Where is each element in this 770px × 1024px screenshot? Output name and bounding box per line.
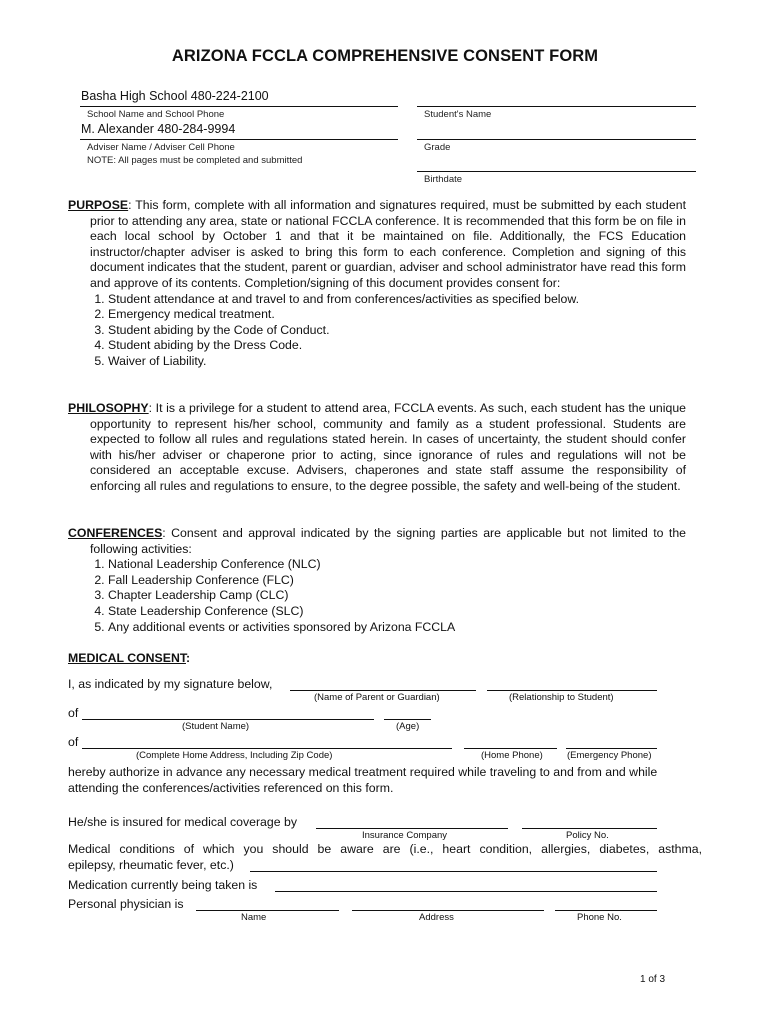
- conferences-section: [68, 526, 686, 635]
- school-name-value[interactable]: Basha High School 480-224-2100: [81, 89, 269, 103]
- relationship-caption: (Relationship to Student): [509, 692, 614, 703]
- adviser-caption: Adviser Name / Adviser Cell Phone: [87, 142, 235, 153]
- list-item: 3. Student abiding by the Code of Conduct.: [108, 323, 686, 339]
- philosophy-section: [68, 401, 686, 495]
- physician-address-caption: Address: [419, 912, 454, 923]
- list-item: 4. State Leadership Conference (SLC): [108, 604, 686, 620]
- student-name-field-line[interactable]: [82, 719, 374, 720]
- purpose-heading: PURPOSE: [68, 198, 129, 212]
- insurance-company-line[interactable]: [316, 828, 508, 829]
- conferences-list: [68, 557, 686, 635]
- conferences-heading: CONFERENCES: [68, 526, 163, 540]
- philosophy-heading: PHILOSOPHY: [68, 401, 149, 415]
- school-name-line: [80, 106, 398, 107]
- physician-name-line[interactable]: [196, 910, 339, 911]
- physician-name-caption: Name: [241, 912, 267, 923]
- purpose-list: [68, 292, 686, 370]
- age-caption: (Age): [396, 721, 420, 732]
- home-phone-line[interactable]: [464, 748, 557, 749]
- conditions-line[interactable]: [250, 871, 657, 872]
- parent-name-line[interactable]: [290, 690, 476, 691]
- medical-intro-label: I, as indicated by my signature below,: [68, 677, 273, 691]
- home-phone-caption: (Home Phone): [481, 750, 543, 761]
- list-item: 1. National Leadership Conference (NLC): [108, 557, 686, 573]
- list-item: 3. Chapter Leadership Camp (CLC): [108, 588, 686, 604]
- list-item: 1. Student attendance at and travel to and from conferences/activities as specified below.: [108, 292, 686, 308]
- age-line[interactable]: [384, 719, 431, 720]
- student-name-field-caption: (Student Name): [182, 721, 250, 732]
- birthdate-line[interactable]: [417, 171, 696, 172]
- of-label-2: of: [68, 735, 79, 749]
- grade-caption: Grade: [424, 142, 451, 153]
- list-item: 2. Fall Leadership Conference (FLC): [108, 573, 686, 589]
- address-caption: (Complete Home Address, Including Zip Code): [136, 750, 333, 761]
- philosophy-text: : It is a privilege for a student to attend area, FCCLA events. As such, each student has the unique opportunity to represent his/her school, community and family as a student professional. Students are expected to follow all rules and regulations stated herein. In cases of uncertainty, the student should confer with his/her adviser or chaperone prior to acting, since ignorance of rules and regulations will not be considered an acceptable excuse. Advisers, chaperones and state staff assume the responsibility of enforcing all rules and regulations to ensure, to the degree possible, the safety and well-being of the student.: [90, 401, 686, 493]
- address-line[interactable]: [82, 748, 452, 749]
- purpose-text: : This form, complete with all information and signatures required, must be submitted by each student prior to attending any area, state or national FCCLA conference. It is recommended that this form be on file in each local school by October 1 and that it be maintained on file. Additionally, the FCS Education instructor/chapter adviser is asked to bring this form to each conference. Completion and signing of this document indicates that the student, parent or guardian, adviser and school administrator have read this form and approve of its contents. Completion/signing of this document provides consent for:: [90, 198, 686, 290]
- emergency-phone-line[interactable]: [566, 748, 657, 749]
- medication-line[interactable]: [275, 891, 657, 892]
- student-name-line[interactable]: [417, 106, 696, 107]
- policy-no-caption: Policy No.: [566, 830, 609, 841]
- list-item: 4. Student abiding by the Dress Code.: [108, 338, 686, 354]
- parent-name-caption: (Name of Parent or Guardian): [314, 692, 440, 703]
- physician-phone-line[interactable]: [555, 910, 657, 911]
- list-item: 2. Emergency medical treatment.: [108, 307, 686, 323]
- conditions-text: Medical conditions of which you should be aware are (i.e., heart condition, allergies, diabetes, asthma,: [68, 842, 702, 856]
- purpose-section: [68, 198, 686, 370]
- emergency-phone-caption: (Emergency Phone): [567, 750, 652, 761]
- note-text: NOTE: All pages must be completed and submitted: [87, 155, 303, 166]
- medication-label: Medication currently being taken is: [68, 878, 258, 892]
- adviser-value[interactable]: M. Alexander 480-284-9994: [81, 122, 236, 136]
- relationship-line[interactable]: [487, 690, 657, 691]
- physician-address-line[interactable]: [352, 910, 544, 911]
- conditions-text-2: epilepsy, rheumatic fever, etc.): [68, 858, 234, 872]
- insured-label: He/she is insured for medical coverage by: [68, 815, 297, 829]
- medical-heading: MEDICAL CONSENT:: [68, 651, 191, 665]
- physician-label: Personal physician is: [68, 897, 184, 911]
- form-title: ARIZONA FCCLA COMPREHENSIVE CONSENT FORM: [171, 47, 599, 65]
- grade-line[interactable]: [417, 139, 696, 140]
- birthdate-caption: Birthdate: [424, 174, 463, 185]
- student-name-caption: Student's Name: [424, 109, 492, 120]
- conferences-text: : Consent and approval indicated by the signing parties are applicable but not limited to the following activities:: [90, 526, 686, 556]
- adviser-line: [80, 139, 398, 140]
- policy-no-line[interactable]: [522, 828, 657, 829]
- of-label: of: [68, 706, 79, 720]
- list-item: 5. Any additional events or activities sponsored by Arizona FCCLA: [108, 620, 686, 636]
- list-item: 5. Waiver of Liability.: [108, 354, 686, 370]
- physician-phone-caption: Phone No.: [577, 912, 622, 923]
- page-number: 1 of 3: [640, 974, 666, 985]
- school-name-caption: School Name and School Phone: [87, 109, 225, 120]
- authorize-text: hereby authorize in advance any necessary medical treatment required while traveling to and from and while attending the conferences/activities referenced on this form.: [68, 765, 658, 795]
- insurance-company-caption: Insurance Company: [362, 830, 448, 841]
